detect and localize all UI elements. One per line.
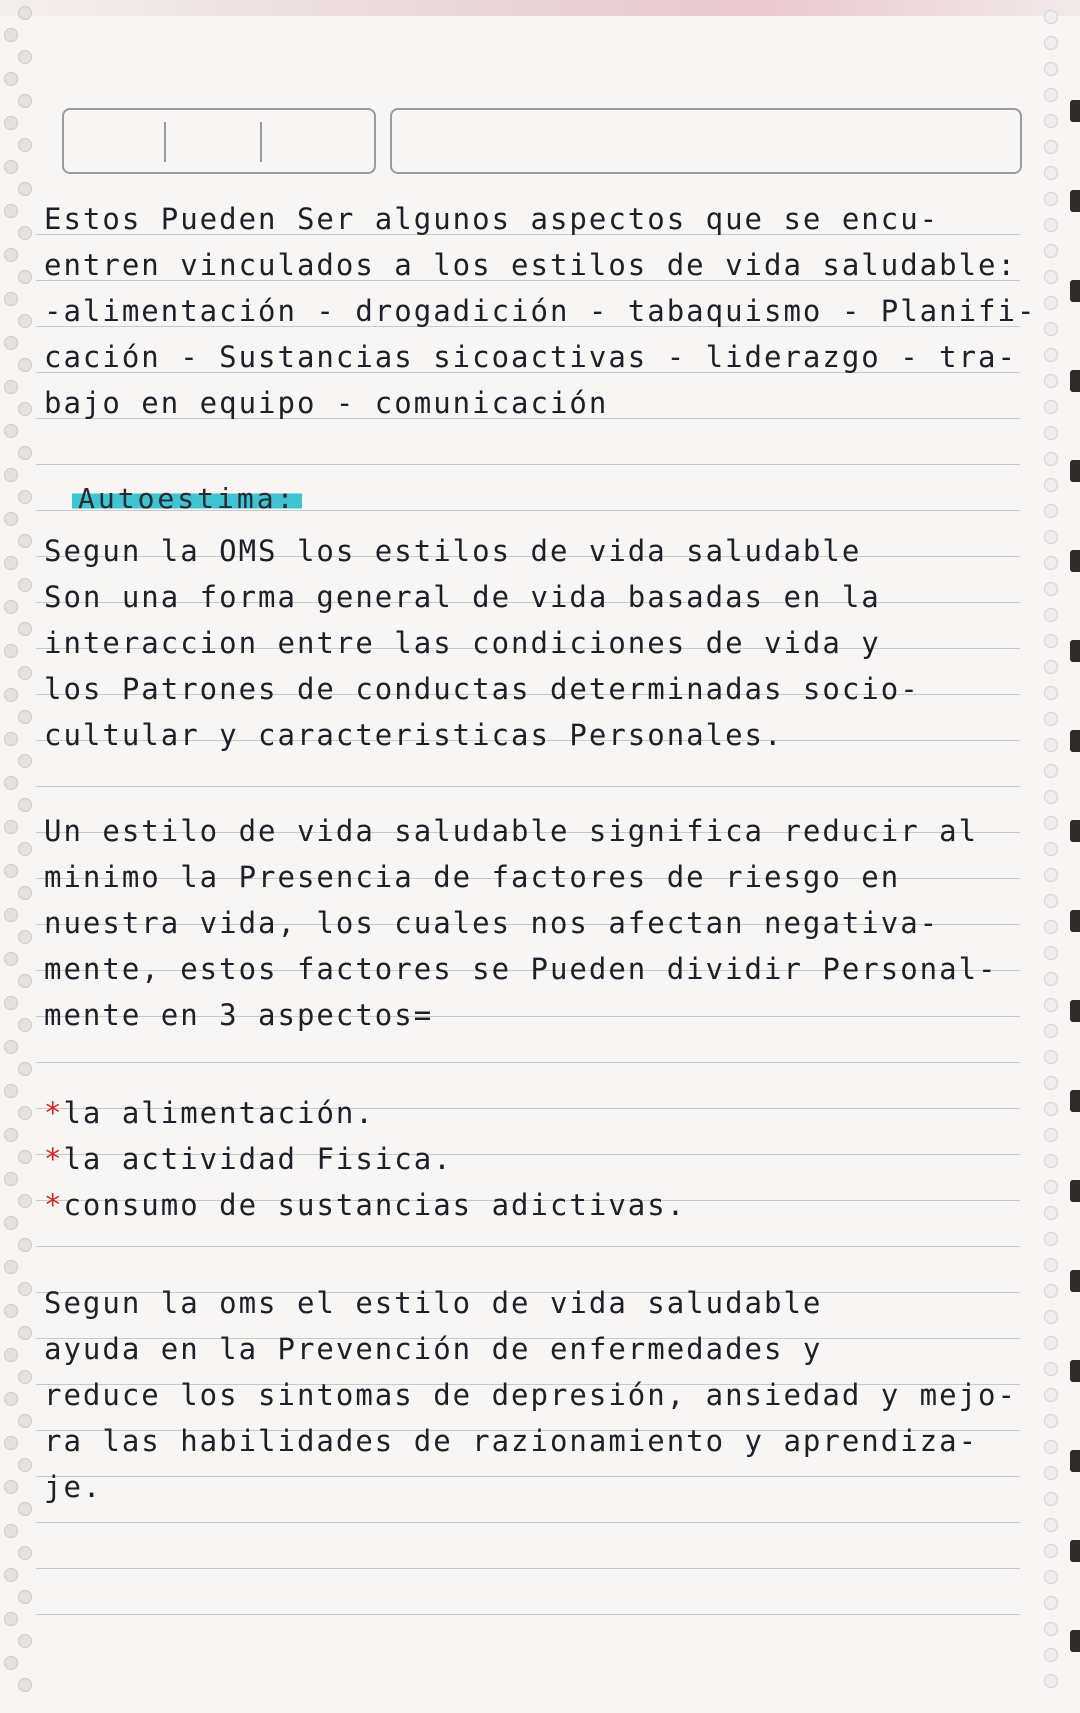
text-line: mente en 3 aspectos= xyxy=(44,998,434,1032)
binder-hole xyxy=(18,1634,32,1648)
binder-hole xyxy=(4,160,18,174)
binder-hole xyxy=(4,72,18,86)
binder-hole xyxy=(1044,1310,1058,1324)
binder-hole xyxy=(4,1480,18,1494)
binder-hole xyxy=(4,204,18,218)
binder-hole xyxy=(4,776,18,790)
binder-hole xyxy=(1044,88,1058,102)
binder-ring xyxy=(1070,550,1080,572)
binder-hole xyxy=(4,1172,18,1186)
binder-hole xyxy=(18,1414,32,1428)
binder-hole xyxy=(1044,634,1058,648)
binder-hole xyxy=(4,336,18,350)
binder-hole xyxy=(1044,1336,1058,1350)
aspects-list xyxy=(44,1090,1024,1228)
binder-hole xyxy=(4,908,18,922)
binder-hole xyxy=(4,1040,18,1054)
binder-hole xyxy=(1044,608,1058,622)
binder-hole xyxy=(4,1084,18,1098)
list-item: *consumo de sustancias adictivas. xyxy=(44,1188,687,1222)
binder-ring xyxy=(1070,1630,1080,1652)
binder-hole xyxy=(1044,998,1058,1012)
binder-hole xyxy=(18,1678,32,1692)
binder-ring xyxy=(1070,100,1080,122)
binder-hole xyxy=(1044,1232,1058,1246)
section-heading: Autoestima: xyxy=(72,482,302,515)
binder-hole xyxy=(1044,946,1058,960)
binder-hole xyxy=(18,842,32,856)
text-line: mente, estos factores se Pueden dividir Personal- xyxy=(44,952,998,986)
binder-hole xyxy=(18,270,32,284)
binder-hole xyxy=(1044,660,1058,674)
binder-hole xyxy=(18,1018,32,1032)
binder-hole xyxy=(4,116,18,130)
binder-hole xyxy=(4,292,18,306)
binder-holes-right xyxy=(1030,0,1080,1713)
binder-ring xyxy=(1070,820,1080,842)
binder-hole xyxy=(4,468,18,482)
list-item: *la alimentación. xyxy=(44,1096,375,1130)
binder-hole xyxy=(18,182,32,196)
binder-hole xyxy=(4,688,18,702)
binder-hole xyxy=(1044,400,1058,414)
binder-ring xyxy=(1070,1360,1080,1382)
ruled-line xyxy=(36,464,1020,465)
header-box-left xyxy=(62,108,376,174)
binder-hole xyxy=(1044,36,1058,50)
text-line: ra las habilidades de razionamiento y aprendiza- xyxy=(44,1424,979,1458)
binder-hole xyxy=(1044,790,1058,804)
binder-hole xyxy=(1044,478,1058,492)
text-line: -alimentación - drogadición - tabaquismo - Planifi- xyxy=(44,294,1037,328)
text-line: Son una forma general de vida basadas en la xyxy=(44,580,881,614)
binder-hole xyxy=(1044,1258,1058,1272)
binder-hole xyxy=(4,1656,18,1670)
binder-hole xyxy=(18,578,32,592)
binder-hole xyxy=(18,710,32,724)
binder-hole xyxy=(1044,1466,1058,1480)
text-line: interaccion entre las condiciones de vida y xyxy=(44,626,881,660)
text-line: je. xyxy=(44,1470,103,1504)
binder-hole xyxy=(18,50,32,64)
binder-hole xyxy=(4,380,18,394)
binder-hole xyxy=(1044,1414,1058,1428)
binder-hole xyxy=(4,732,18,746)
binder-hole xyxy=(1044,426,1058,440)
binder-hole xyxy=(1044,738,1058,752)
binder-hole xyxy=(1044,1284,1058,1298)
ruled-line xyxy=(36,1062,1020,1063)
paragraph-1 xyxy=(44,196,1037,426)
binder-hole xyxy=(4,424,18,438)
text-line: los Patrones de conductas determinadas socio- xyxy=(44,672,920,706)
bullet-star-icon: * xyxy=(44,1096,64,1130)
paragraph-4 xyxy=(44,1280,1024,1510)
binder-ring xyxy=(1070,280,1080,302)
binder-hole xyxy=(1044,504,1058,518)
binder-hole xyxy=(1044,348,1058,362)
binder-hole xyxy=(1044,270,1058,284)
binder-hole xyxy=(18,446,32,460)
binder-hole xyxy=(18,138,32,152)
binder-hole xyxy=(18,314,32,328)
binder-hole xyxy=(18,226,32,240)
binder-hole xyxy=(1044,842,1058,856)
binder-hole xyxy=(1044,166,1058,180)
binder-hole xyxy=(4,1128,18,1142)
binder-hole xyxy=(1044,686,1058,700)
binder-hole xyxy=(18,1458,32,1472)
binder-hole xyxy=(1044,582,1058,596)
binder-hole xyxy=(1044,62,1058,76)
binder-hole xyxy=(4,952,18,966)
text-line: Segun la OMS los estilos de vida saludable xyxy=(44,534,862,568)
binder-ring xyxy=(1070,1000,1080,1022)
text-line: nuestra vida, los cuales nos afectan negativa- xyxy=(44,906,940,940)
binder-hole xyxy=(1044,1076,1058,1090)
binder-ring xyxy=(1070,1270,1080,1292)
binder-hole xyxy=(18,94,32,108)
binder-hole xyxy=(1044,218,1058,232)
binder-hole xyxy=(1044,894,1058,908)
binder-hole xyxy=(1044,1518,1058,1532)
binder-hole xyxy=(4,1436,18,1450)
bullet-star-icon: * xyxy=(44,1142,64,1176)
bullet-star-icon: * xyxy=(44,1188,64,1222)
binder-hole xyxy=(1044,114,1058,128)
binder-hole xyxy=(1044,556,1058,570)
binder-ring xyxy=(1070,1090,1080,1112)
binder-hole xyxy=(18,930,32,944)
text-line: Segun la oms el estilo de vida saludable xyxy=(44,1286,823,1320)
binder-hole xyxy=(18,974,32,988)
binder-hole xyxy=(1044,1154,1058,1168)
binder-hole xyxy=(1044,1674,1058,1688)
binder-hole xyxy=(1044,1544,1058,1558)
binder-hole xyxy=(4,1348,18,1362)
binder-hole xyxy=(4,556,18,570)
binder-hole xyxy=(1044,296,1058,310)
binder-ring xyxy=(1070,370,1080,392)
binder-hole xyxy=(4,1392,18,1406)
binder-ring xyxy=(1070,190,1080,212)
binder-hole xyxy=(4,512,18,526)
binder-hole xyxy=(1044,920,1058,934)
binder-hole xyxy=(4,996,18,1010)
binder-hole xyxy=(1044,1206,1058,1220)
binder-hole xyxy=(18,1150,32,1164)
binder-hole xyxy=(18,754,32,768)
binder-hole xyxy=(4,1524,18,1538)
binder-holes-left xyxy=(0,0,40,1713)
binder-hole xyxy=(1044,816,1058,830)
binder-hole xyxy=(4,600,18,614)
binder-hole xyxy=(18,1590,32,1604)
text-line: minimo la Presencia de factores de riesgo en xyxy=(44,860,901,894)
paragraph-2 xyxy=(44,528,1024,758)
top-edge xyxy=(0,0,1080,16)
ruled-line xyxy=(36,1246,1020,1247)
header-box-right xyxy=(390,108,1022,174)
text-line: Un estilo de vida saludable significa reducir al xyxy=(44,814,979,848)
text-line: Estos Pueden Ser algunos aspectos que se encu- xyxy=(44,202,940,236)
binder-hole xyxy=(18,534,32,548)
header-divider xyxy=(164,122,166,162)
binder-hole xyxy=(4,864,18,878)
binder-hole xyxy=(18,1502,32,1516)
text-line: reduce los sintomas de depresión, ansiedad y mejo- xyxy=(44,1378,1017,1412)
binder-hole xyxy=(1044,452,1058,466)
binder-hole xyxy=(18,1370,32,1384)
binder-hole xyxy=(1044,868,1058,882)
binder-hole xyxy=(4,1216,18,1230)
binder-hole xyxy=(1044,1492,1058,1506)
binder-hole xyxy=(18,886,32,900)
binder-hole xyxy=(18,402,32,416)
binder-hole xyxy=(18,490,32,504)
text-line: bajo en equipo - comunicación xyxy=(44,386,609,420)
binder-hole xyxy=(1044,1128,1058,1142)
binder-hole xyxy=(1044,1648,1058,1662)
binder-hole xyxy=(1044,322,1058,336)
ruled-line xyxy=(36,1614,1020,1615)
binder-hole xyxy=(4,644,18,658)
binder-hole xyxy=(4,1304,18,1318)
binder-hole xyxy=(1044,1596,1058,1610)
text-line: cultular y caracteristicas Personales. xyxy=(44,718,784,752)
list-item: *la actividad Fisica. xyxy=(44,1142,453,1176)
binder-hole xyxy=(1044,374,1058,388)
binder-hole xyxy=(1044,192,1058,206)
binder-hole xyxy=(1044,972,1058,986)
binder-hole xyxy=(18,1062,32,1076)
binder-hole xyxy=(1044,1024,1058,1038)
binder-hole xyxy=(18,6,32,20)
binder-ring xyxy=(1070,910,1080,932)
binder-ring xyxy=(1070,1540,1080,1562)
text-line: entren vinculados a los estilos de vida saludable: xyxy=(44,248,1017,282)
binder-hole xyxy=(4,1568,18,1582)
binder-ring xyxy=(1070,1450,1080,1472)
binder-ring xyxy=(1070,730,1080,752)
ruled-line xyxy=(36,1522,1020,1523)
binder-hole xyxy=(4,28,18,42)
binder-hole xyxy=(1044,140,1058,154)
binder-hole xyxy=(1044,1440,1058,1454)
binder-hole xyxy=(18,622,32,636)
ruled-line xyxy=(36,786,1020,787)
binder-hole xyxy=(1044,10,1058,24)
binder-hole xyxy=(18,358,32,372)
binder-hole xyxy=(4,248,18,262)
text-line: ayuda en la Prevención de enfermedades y xyxy=(44,1332,823,1366)
binder-hole xyxy=(18,1326,32,1340)
binder-hole xyxy=(1044,712,1058,726)
ruled-line xyxy=(36,1568,1020,1569)
binder-hole xyxy=(1044,764,1058,778)
paragraph-3 xyxy=(44,808,1024,1038)
binder-hole xyxy=(18,1238,32,1252)
binder-hole xyxy=(1044,1180,1058,1194)
binder-hole xyxy=(1044,1622,1058,1636)
binder-hole xyxy=(1044,1570,1058,1584)
header-divider xyxy=(260,122,262,162)
binder-hole xyxy=(18,1282,32,1296)
binder-hole xyxy=(18,1194,32,1208)
binder-hole xyxy=(1044,1102,1058,1116)
binder-hole xyxy=(4,1612,18,1626)
binder-hole xyxy=(18,1546,32,1560)
binder-hole xyxy=(1044,1050,1058,1064)
binder-hole xyxy=(1044,1388,1058,1402)
text-line: cación - Sustancias sicoactivas - liderazgo - tra- xyxy=(44,340,1017,374)
binder-hole xyxy=(1044,244,1058,258)
binder-hole xyxy=(18,798,32,812)
binder-hole xyxy=(18,1106,32,1120)
binder-ring xyxy=(1070,1180,1080,1202)
binder-hole xyxy=(4,820,18,834)
binder-ring xyxy=(1070,460,1080,482)
binder-ring xyxy=(1070,640,1080,662)
binder-hole xyxy=(1044,530,1058,544)
binder-hole xyxy=(18,666,32,680)
binder-hole xyxy=(1044,1362,1058,1376)
binder-hole xyxy=(4,1260,18,1274)
